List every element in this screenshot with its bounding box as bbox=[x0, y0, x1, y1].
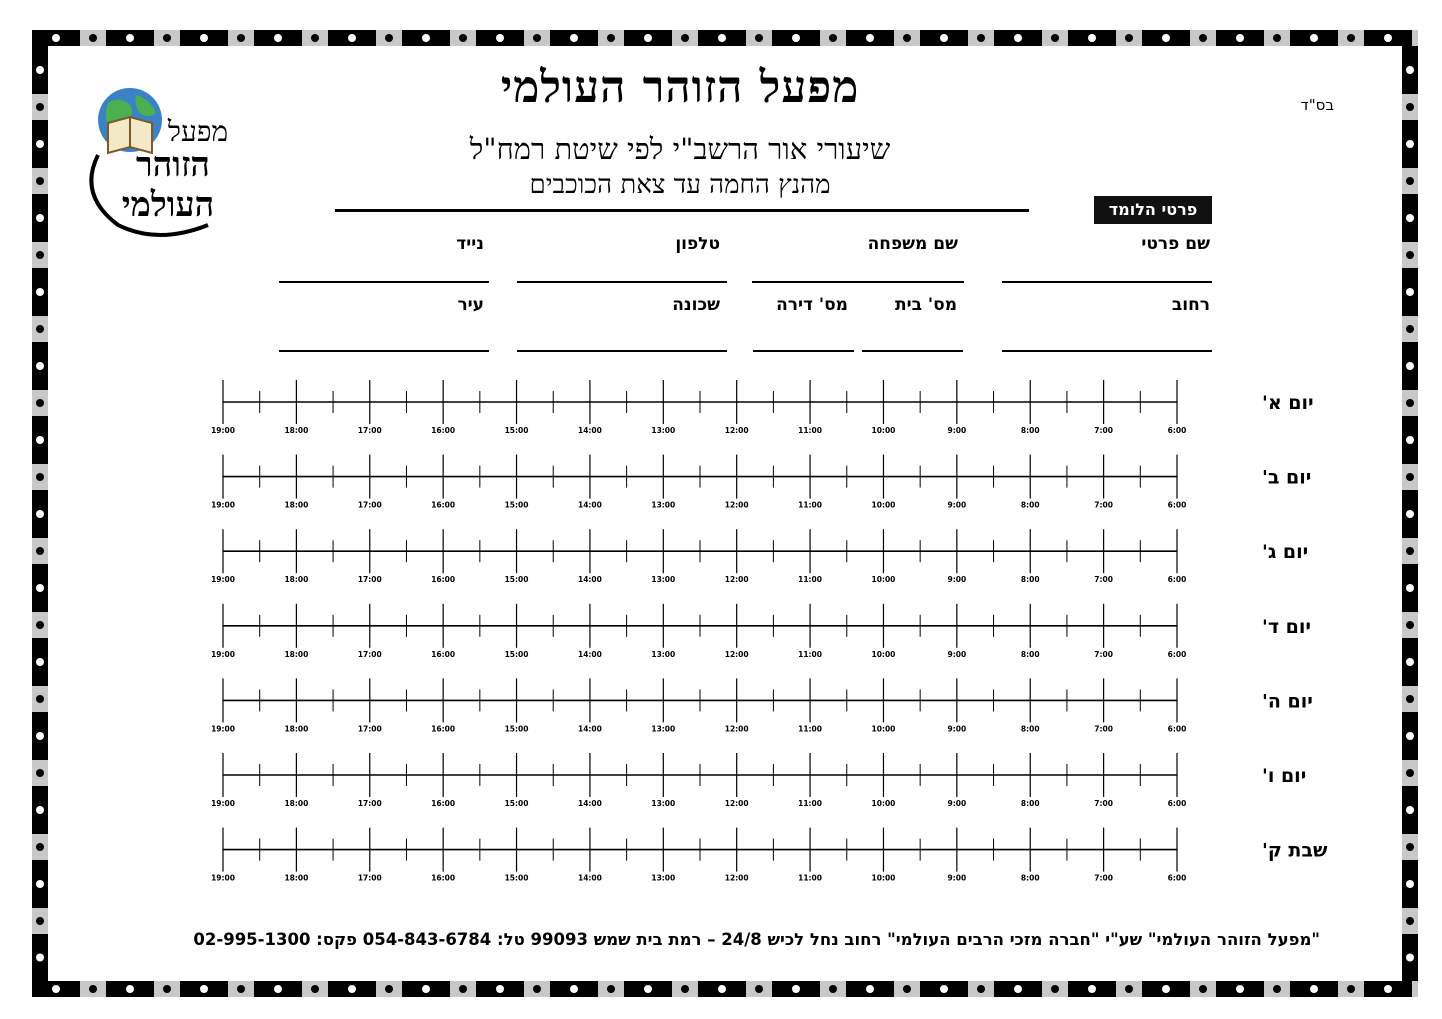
hour-label: 19:00 bbox=[211, 426, 235, 435]
hour-label: 6:00 bbox=[1167, 799, 1187, 808]
hour-label: 13:00 bbox=[651, 575, 676, 585]
hour-label: 13:00 bbox=[651, 426, 676, 435]
hour-label: 15:00 bbox=[504, 724, 529, 734]
hour-label: 14:00 bbox=[577, 575, 602, 585]
hour-label: 15:00 bbox=[504, 500, 529, 510]
hour-label: 11:00 bbox=[798, 500, 823, 510]
last-name-field-label: שם משפחה bbox=[867, 234, 958, 254]
hour-label: 15:00 bbox=[504, 799, 529, 808]
street-field-label: רחוב bbox=[1171, 295, 1210, 315]
hour-label: 17:00 bbox=[357, 426, 382, 435]
hour-label: 18:00 bbox=[284, 575, 309, 585]
day-label: יום ו' bbox=[1262, 765, 1307, 787]
hour-label: 17:00 bbox=[357, 649, 382, 659]
hour-label: 10:00 bbox=[871, 500, 896, 510]
hour-label: 15:00 bbox=[504, 873, 529, 883]
hour-label: 7:00 bbox=[1094, 649, 1113, 659]
hour-label: 10:00 bbox=[871, 873, 896, 883]
hour-label: 8:00 bbox=[1020, 500, 1040, 510]
hour-label: 11:00 bbox=[798, 649, 823, 659]
hour-label: 19:00 bbox=[211, 500, 235, 510]
hour-label: 6:00 bbox=[1167, 426, 1187, 435]
day-label: שבת ק' bbox=[1262, 839, 1328, 862]
hour-label: 14:00 bbox=[577, 724, 602, 734]
hour-label: 9:00 bbox=[947, 649, 967, 659]
hour-label: 13:00 bbox=[651, 873, 676, 883]
hour-label: 9:00 bbox=[947, 500, 967, 510]
hour-label: 19:00 bbox=[211, 575, 235, 585]
hour-label: 15:00 bbox=[504, 649, 529, 659]
hour-label: 7:00 bbox=[1094, 426, 1113, 435]
hour-label: 19:00 bbox=[211, 799, 235, 808]
hour-label: 7:00 bbox=[1094, 724, 1113, 734]
hour-label: 17:00 bbox=[357, 500, 382, 510]
hour-label: 7:00 bbox=[1094, 500, 1113, 510]
hour-label: 10:00 bbox=[871, 649, 896, 659]
timeline-row[interactable] bbox=[211, 455, 1311, 510]
hour-label: 13:00 bbox=[651, 724, 676, 734]
hour-label: 8:00 bbox=[1020, 799, 1040, 808]
hour-label: 17:00 bbox=[357, 724, 382, 734]
hour-label: 8:00 bbox=[1020, 873, 1040, 883]
hour-label: 9:00 bbox=[947, 724, 967, 734]
hour-label: 15:00 bbox=[504, 575, 529, 585]
page-title: מפעל הזוהר העולמי bbox=[500, 62, 860, 113]
hour-label: 18:00 bbox=[284, 799, 309, 808]
hour-label: 8:00 bbox=[1020, 724, 1040, 734]
hour-label: 18:00 bbox=[284, 724, 309, 734]
hour-label: 18:00 bbox=[284, 500, 309, 510]
mobile-field-label: נייד bbox=[456, 234, 484, 254]
hour-label: 17:00 bbox=[357, 873, 382, 883]
hour-label: 6:00 bbox=[1167, 649, 1187, 659]
hour-label: 11:00 bbox=[798, 724, 823, 734]
phone-field-label: טלפון bbox=[675, 234, 720, 254]
hour-label: 8:00 bbox=[1020, 649, 1040, 659]
hour-label: 11:00 bbox=[798, 873, 823, 883]
timeline-row[interactable] bbox=[211, 828, 1328, 883]
hour-label: 12:00 bbox=[724, 873, 749, 883]
logo-text-2: הזוהר bbox=[136, 145, 210, 185]
hour-label: 12:00 bbox=[724, 575, 749, 585]
hour-label: 14:00 bbox=[577, 500, 602, 510]
subtitle-line-1: שיעורי אור הרשב"י לפי שיטת רמח"ל bbox=[469, 132, 891, 166]
day-label: יום ב' bbox=[1262, 466, 1312, 489]
timeline-row[interactable] bbox=[211, 604, 1311, 659]
hour-label: 11:00 bbox=[798, 426, 823, 435]
hour-label: 8:00 bbox=[1020, 575, 1040, 585]
hour-label: 10:00 bbox=[871, 575, 896, 585]
hour-label: 6:00 bbox=[1167, 724, 1187, 734]
apartment-number-field-label: מס' דירה bbox=[776, 295, 848, 315]
day-label: יום ג' bbox=[1262, 541, 1309, 564]
hour-label: 15:00 bbox=[504, 426, 529, 435]
timeline-row[interactable] bbox=[211, 529, 1308, 584]
hour-label: 9:00 bbox=[947, 799, 967, 808]
hour-label: 12:00 bbox=[724, 649, 749, 659]
hour-label: 16:00 bbox=[431, 500, 456, 510]
hour-label: 9:00 bbox=[947, 575, 967, 585]
hour-label: 7:00 bbox=[1094, 575, 1113, 585]
logo-text-1: מפעל bbox=[167, 115, 229, 148]
hour-label: 19:00 bbox=[211, 649, 235, 659]
hour-label: 14:00 bbox=[577, 873, 602, 883]
hour-label: 13:00 bbox=[651, 799, 676, 808]
hour-label: 16:00 bbox=[431, 575, 456, 585]
hour-label: 19:00 bbox=[211, 724, 235, 734]
hour-label: 16:00 bbox=[431, 649, 456, 659]
hour-label: 6:00 bbox=[1167, 500, 1187, 510]
subtitle-line-2: מהנץ החמה עד צאת הכוכבים bbox=[529, 170, 831, 200]
day-label: יום ד' bbox=[1262, 615, 1311, 638]
timeline-row[interactable] bbox=[211, 380, 1314, 435]
hour-label: 12:00 bbox=[724, 426, 749, 435]
day-label: יום ה' bbox=[1262, 690, 1313, 713]
hour-label: 7:00 bbox=[1094, 799, 1113, 808]
bsd-label: בס"ד bbox=[1300, 96, 1334, 114]
hour-label: 9:00 bbox=[947, 426, 967, 435]
hour-label: 19:00 bbox=[211, 873, 235, 883]
hour-label: 16:00 bbox=[431, 873, 456, 883]
hour-label: 10:00 bbox=[871, 724, 896, 734]
hour-label: 13:00 bbox=[651, 500, 676, 510]
hour-label: 6:00 bbox=[1167, 873, 1187, 883]
hour-label: 11:00 bbox=[798, 799, 823, 808]
hour-label: 10:00 bbox=[871, 799, 896, 808]
hour-label: 17:00 bbox=[357, 799, 382, 808]
hour-label: 7:00 bbox=[1094, 873, 1113, 883]
hour-label: 8:00 bbox=[1020, 426, 1040, 435]
hour-label: 16:00 bbox=[431, 426, 456, 435]
hour-label: 17:00 bbox=[357, 575, 382, 585]
hour-label: 14:00 bbox=[577, 649, 602, 659]
hour-label: 16:00 bbox=[431, 799, 456, 808]
hour-label: 14:00 bbox=[577, 799, 602, 808]
hour-label: 9:00 bbox=[947, 873, 967, 883]
hour-label: 12:00 bbox=[724, 724, 749, 734]
first-name-field-label: שם פרטי bbox=[1141, 234, 1210, 254]
house-number-field-label: מס' בית bbox=[895, 295, 957, 315]
student-details-badge: פרטי הלומד bbox=[1094, 196, 1212, 224]
day-label: יום א' bbox=[1262, 392, 1314, 414]
hour-label: 12:00 bbox=[724, 799, 749, 808]
footer-contact: "מפעל הזוהר העולמי" שע"י "חברה מזכי הרבים העולמי" רחוב נחל לכיש 24/8 – רמת בית שמש 99093 טל: 054-843-6784 פקס: 02-995-1300 bbox=[193, 930, 1320, 949]
hour-label: 16:00 bbox=[431, 724, 456, 734]
hour-label: 18:00 bbox=[284, 873, 309, 883]
hour-label: 12:00 bbox=[724, 500, 749, 510]
logo-text-3: העולמי bbox=[121, 185, 215, 225]
hour-label: 18:00 bbox=[284, 649, 309, 659]
neighborhood-field-label: שכונה bbox=[672, 295, 720, 315]
hour-label: 13:00 bbox=[651, 649, 676, 659]
hour-label: 18:00 bbox=[284, 426, 309, 435]
hour-label: 6:00 bbox=[1167, 575, 1187, 585]
city-field-label: עיר bbox=[457, 295, 484, 315]
hour-label: 10:00 bbox=[871, 426, 896, 435]
timeline-row[interactable] bbox=[211, 678, 1313, 733]
hour-label: 11:00 bbox=[798, 575, 823, 585]
timeline-row[interactable] bbox=[211, 753, 1306, 808]
hour-label: 14:00 bbox=[577, 426, 602, 435]
